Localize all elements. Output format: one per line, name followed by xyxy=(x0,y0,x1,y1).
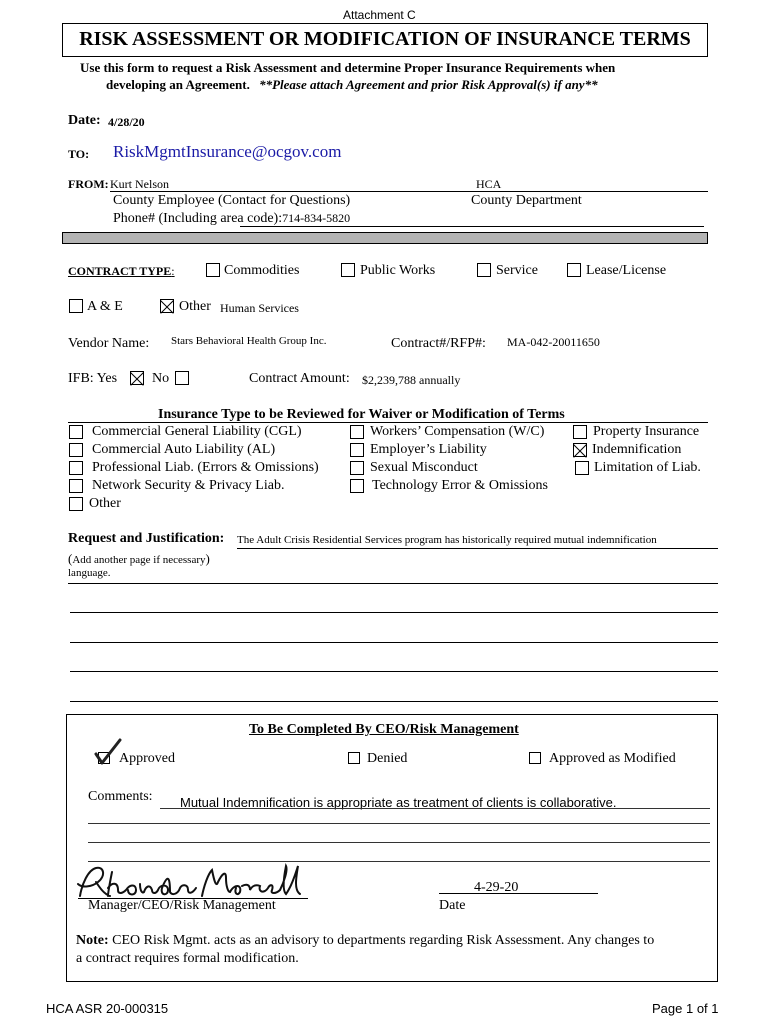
contract-type-label-text: CONTRACT TYPE xyxy=(68,264,172,278)
contract-amount-label: Contract Amount: xyxy=(249,371,350,386)
commodities-label: Commodities xyxy=(224,263,300,278)
ae-checkbox[interactable] xyxy=(69,299,83,313)
comments-line-2 xyxy=(88,823,710,824)
footer-id: HCA ASR 20-000315 xyxy=(46,1001,169,1016)
approved-modified-checkbox[interactable] xyxy=(529,752,541,764)
contract-number-label: Contract#/RFP#: xyxy=(391,336,486,351)
comments-label: Comments: xyxy=(88,789,153,804)
signature-image xyxy=(74,862,314,902)
other-contract-checkbox[interactable] xyxy=(160,299,174,313)
property-insurance-label: Property Insurance xyxy=(593,424,700,439)
indemnification-checkbox[interactable] xyxy=(573,443,587,457)
phone-label-text: Phone# (Including area code): xyxy=(113,211,283,226)
from-name: Kurt Nelson xyxy=(110,177,169,191)
footer-page: Page 1 of 1 xyxy=(652,1001,719,1016)
service-checkbox[interactable] xyxy=(477,263,491,277)
request-line-3 xyxy=(70,612,718,613)
request-line-2 xyxy=(68,583,718,584)
ceo-heading: To Be Completed By CEO/Risk Management xyxy=(249,722,519,737)
note-text-1: CEO Risk Mgmt. acts as an advisory to departments regarding Risk Assessment. Any changes to xyxy=(112,933,655,948)
page-title: RISK ASSESSMENT OR MODIFICATION OF INSURANCE TERMS xyxy=(79,28,691,50)
request-note-open: ( xyxy=(68,551,73,566)
other-insurance-checkbox[interactable] xyxy=(69,497,83,511)
cgl-checkbox[interactable] xyxy=(69,425,83,439)
comments-line-1 xyxy=(160,808,710,809)
note-line-2: a contract requires formal modification. xyxy=(76,951,299,966)
auto-liability-checkbox[interactable] xyxy=(69,443,83,457)
service-label: Service xyxy=(496,263,538,278)
indemnification-label: Indemnification xyxy=(592,442,682,457)
date-signed-value: 4-29-20 xyxy=(474,880,519,895)
network-security-label: Network Security & Privacy Liab. xyxy=(92,478,285,493)
vendor-name-label: Vendor Name: xyxy=(68,336,150,351)
technology-error-checkbox[interactable] xyxy=(350,479,364,493)
employers-liability-checkbox[interactable] xyxy=(350,443,364,457)
approved-label: Approved xyxy=(119,751,175,766)
comments-line-3 xyxy=(88,842,710,843)
request-line-1 xyxy=(237,548,718,549)
to-email-link[interactable]: RiskMgmtInsurance@ocgov.com xyxy=(113,142,342,161)
contract-type-colon: : xyxy=(171,264,175,278)
lease-license-checkbox[interactable] xyxy=(567,263,581,277)
note-line-1 xyxy=(76,933,654,949)
other-contract-value: Human Services xyxy=(220,301,299,315)
comments-value: Mutual Indemnification is appropriate as treatment of clients is collaborative. xyxy=(180,795,617,810)
ifb-no-checkbox[interactable] xyxy=(175,371,189,385)
from-label: FROM: xyxy=(68,177,109,191)
request-line-5 xyxy=(70,671,718,672)
request-line-6 xyxy=(70,701,718,702)
intro-line-1: Use this form to request a Risk Assessment and determine Proper Insurance Requirements when xyxy=(80,60,616,75)
property-insurance-checkbox[interactable] xyxy=(573,425,587,439)
request-label: Request and Justification: xyxy=(68,531,225,546)
from-department: HCA xyxy=(476,177,502,191)
ifb-yes-checkbox[interactable] xyxy=(130,371,144,385)
to-label: TO: xyxy=(68,147,90,161)
signature-label: Manager/CEO/Risk Management xyxy=(88,898,276,913)
phone-value: 714-834-5820 xyxy=(282,211,351,225)
intro-line-2-prefix: developing an Agreement. xyxy=(106,77,250,92)
date-value: 4/28/20 xyxy=(108,115,145,129)
phone-label xyxy=(113,211,350,227)
contract-number-value: MA-042-20011650 xyxy=(507,335,600,349)
professional-liability-checkbox[interactable] xyxy=(69,461,83,475)
auto-liability-label: Commercial Auto Liability (AL) xyxy=(92,442,276,457)
limitation-liability-label: Limitation of Liab. xyxy=(594,460,701,475)
limitation-liability-checkbox[interactable] xyxy=(575,461,589,475)
technology-error-label: Technology Error & Omissions xyxy=(372,478,548,493)
request-note xyxy=(68,551,210,567)
other-contract-label: Other xyxy=(179,299,211,314)
section-divider-bar xyxy=(62,232,708,244)
employers-liability-label: Employer’s Liability xyxy=(370,442,487,457)
insurance-heading: Insurance Type to be Reviewed for Waiver or Modification of Terms xyxy=(158,407,565,422)
date-label: Date: xyxy=(68,113,101,128)
request-line-4 xyxy=(70,642,718,643)
public-works-label: Public Works xyxy=(360,263,436,278)
request-value-line-2: language. xyxy=(68,567,111,579)
ae-label: A & E xyxy=(87,299,123,314)
network-security-checkbox[interactable] xyxy=(69,479,83,493)
sexual-misconduct-label: Sexual Misconduct xyxy=(370,460,478,475)
phone-line xyxy=(240,226,704,227)
ifb-no-label: No xyxy=(152,371,170,386)
contract-type-label xyxy=(68,264,175,279)
denied-label: Denied xyxy=(367,751,408,766)
request-note-text: Add another page if necessary xyxy=(72,554,206,566)
commodities-checkbox[interactable] xyxy=(206,263,220,277)
other-insurance-label: Other xyxy=(89,496,121,511)
public-works-checkbox[interactable] xyxy=(341,263,355,277)
request-note-close: ) xyxy=(205,551,210,566)
professional-liability-label: Professional Liab. (Errors & Omissions) xyxy=(92,460,319,475)
title-box xyxy=(62,23,708,57)
date-signed-label: Date xyxy=(439,898,466,913)
intro-line-2 xyxy=(106,77,598,93)
attachment-label: Attachment C xyxy=(343,8,416,22)
intro-line-2-italic: **Please attach Agreement and prior Risk Approval(s) if any** xyxy=(259,77,598,92)
denied-checkbox[interactable] xyxy=(348,752,360,764)
employee-label: County Employee (Contact for Questions) xyxy=(113,193,351,208)
contract-amount-value: $2,239,788 annually xyxy=(362,373,461,387)
department-label: County Department xyxy=(471,193,582,208)
approved-modified-label: Approved as Modified xyxy=(549,751,676,766)
workers-comp-label: Workers’ Compensation (W/C) xyxy=(370,424,545,439)
from-line xyxy=(110,191,708,192)
workers-comp-checkbox[interactable] xyxy=(350,425,364,439)
insurance-heading-line xyxy=(68,422,708,423)
ifb-label: IFB: Yes xyxy=(68,371,118,386)
vendor-name-value: Stars Behavioral Health Group Inc. xyxy=(171,335,327,347)
lease-license-label: Lease/License xyxy=(586,263,667,278)
request-value-line-1: The Adult Crisis Residential Services program has historically required mutual indemnification xyxy=(237,534,657,546)
sexual-misconduct-checkbox[interactable] xyxy=(350,461,364,475)
note-label: Note: xyxy=(76,933,109,948)
date-signed-line xyxy=(439,893,598,894)
cgl-label: Commercial General Liability (CGL) xyxy=(92,424,302,439)
